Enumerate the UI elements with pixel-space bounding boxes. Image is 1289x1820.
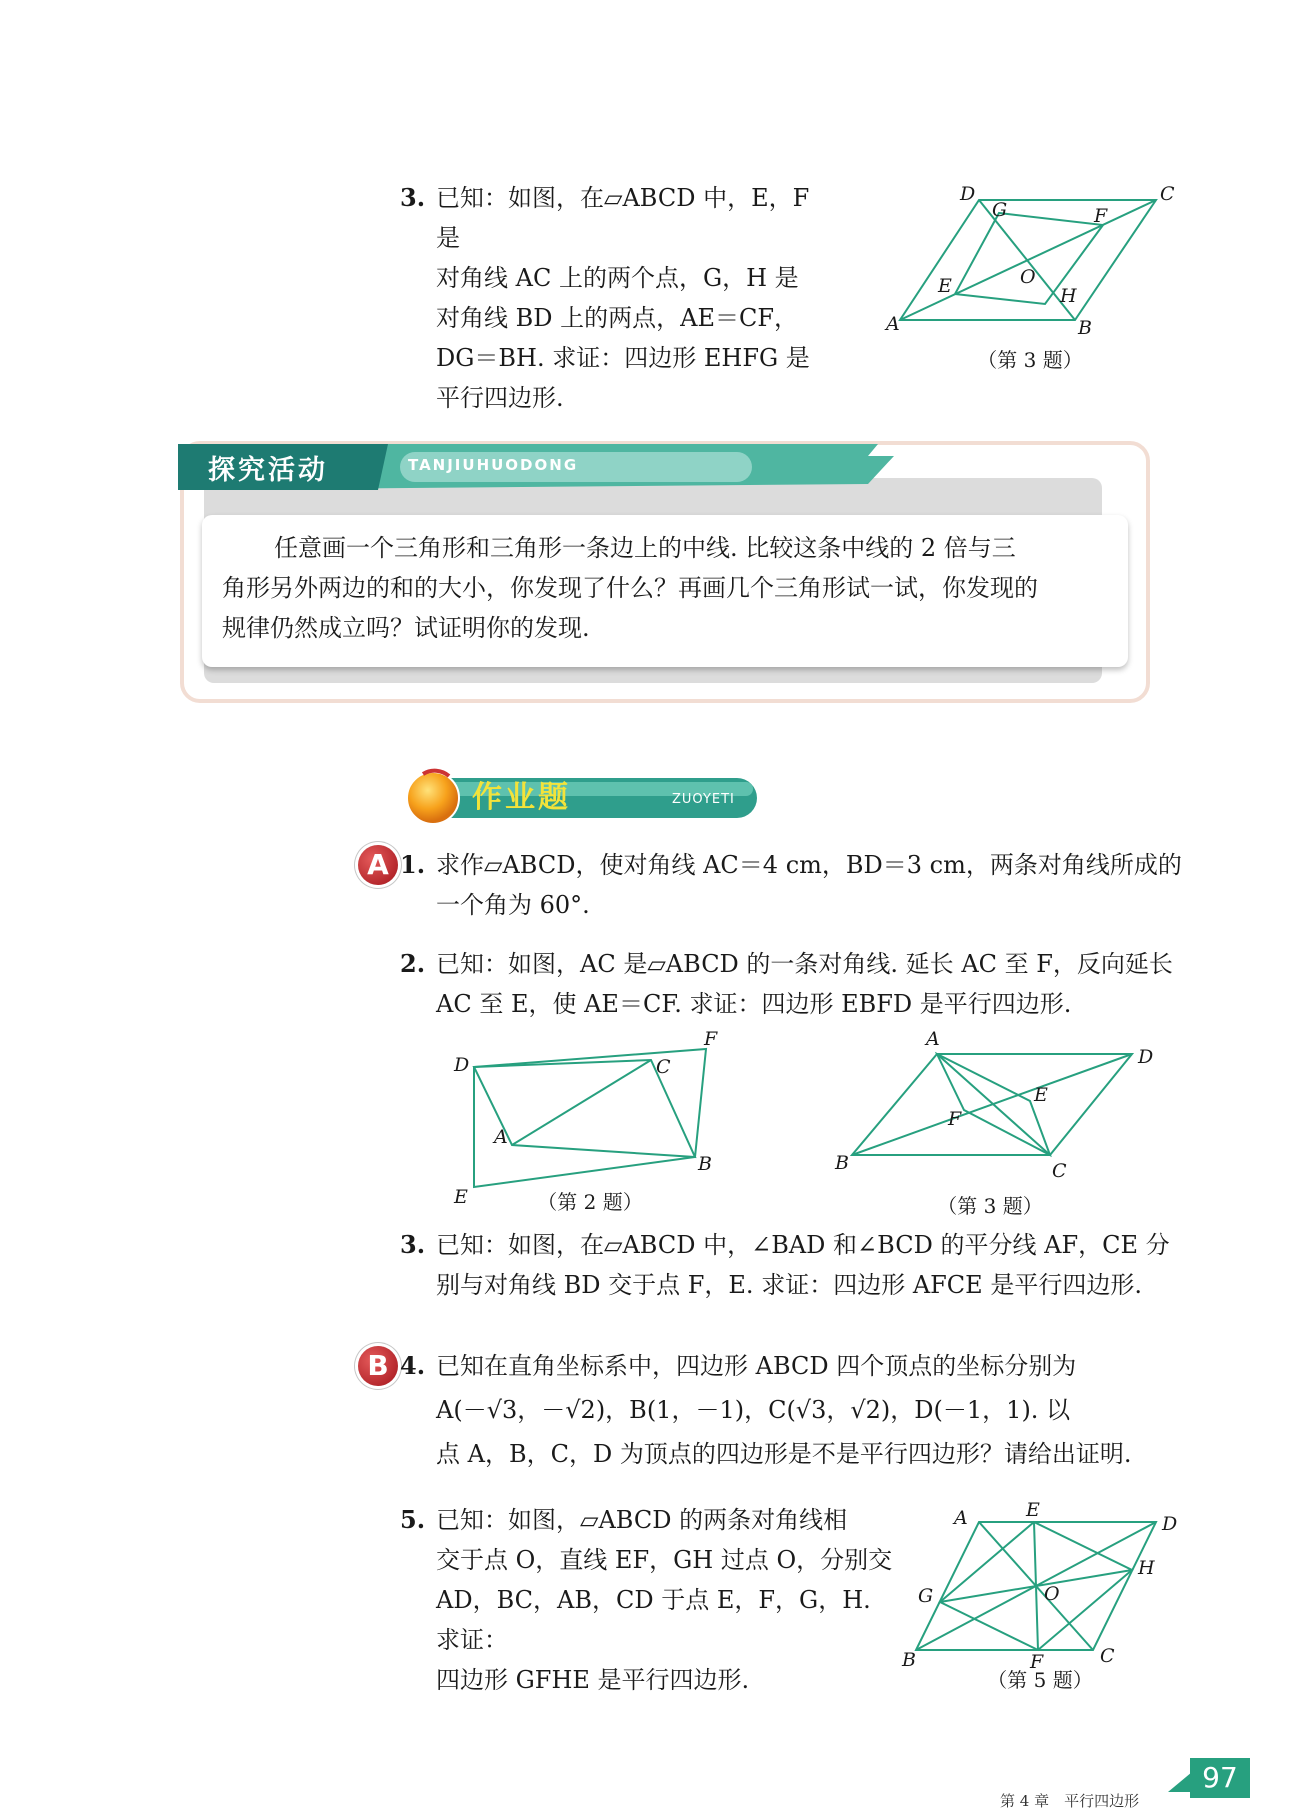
- homework-problem-5: [400, 1500, 900, 1700]
- problem-line: 别与对角线 BD 交于点 F，E. 求证：四边形 AFCE 是平行四边形.: [436, 1271, 1142, 1299]
- problem-line: DG＝BH. 求证：四边形 EHFG 是: [436, 344, 810, 372]
- label-d: D: [1162, 1513, 1178, 1535]
- label-a: A: [886, 313, 900, 335]
- problem-line: 已知：如图，在▱ABCD 中，∠BAD 和∠BCD 的平分线 AF，CE 分: [436, 1231, 1170, 1259]
- homework-problem-1: [400, 845, 1200, 925]
- problem-line: 平行四边形.: [436, 384, 564, 412]
- problem-line: 交于点 O，直线 EF，GH 过点 O，分别交: [436, 1546, 893, 1574]
- problem-line: 对角线 BD 上的两点，AE＝CF，: [436, 304, 799, 332]
- activity-line: 任意画一个三角形和三角形一条边上的中线. 比较这条中线的 2 倍与三: [274, 534, 1016, 562]
- problem-line: 已知：如图，▱ABCD 的两条对角线相: [436, 1506, 848, 1534]
- problem-line: 已知：如图，在▱ABCD 中，E，F 是: [436, 184, 810, 252]
- label-b: B: [698, 1153, 712, 1175]
- activity-line: 角形另外两边的和的大小，你发现了什么？再画几个三角形试一试，你发现的: [222, 574, 1038, 602]
- homework-subtitle: ZUOYETI: [672, 792, 735, 807]
- label-g: G: [992, 199, 1008, 221]
- label-b: B: [835, 1152, 849, 1174]
- problem-line: A(－√3，－√2)，B(1，－1)，C(√3，√2)，D(－1，1). 以: [436, 1396, 1071, 1424]
- label-o: O: [1020, 266, 1036, 288]
- footer-accent: [1168, 1770, 1192, 1794]
- activity-title: 探究活动: [208, 455, 328, 486]
- problem-line: AC 至 E，使 AE＝CF. 求证：四边形 EBFD 是平行四边形.: [436, 990, 1072, 1018]
- figure-top-problem-3: [880, 180, 1180, 350]
- problem-number: 2.: [400, 949, 426, 978]
- activity-subtitle: TANJIUHUODONG: [408, 456, 579, 474]
- label-c: C: [656, 1056, 671, 1078]
- figure-caption: （第 3 题）: [937, 1194, 1043, 1218]
- level-a-badge: A: [358, 845, 398, 885]
- label-d: D: [960, 183, 976, 205]
- problem-line: 已知：如图，AC 是▱ABCD 的一条对角线. 延长 AC 至 F，反向延长: [436, 950, 1173, 978]
- label-a: A: [926, 1028, 940, 1050]
- top-problem-3: [400, 178, 840, 418]
- label-g: G: [918, 1585, 934, 1607]
- problem-line: 对角线 AC 上的两个点，G，H 是: [436, 264, 799, 292]
- homework-problem-2: [400, 944, 1200, 1024]
- label-d: D: [454, 1054, 470, 1076]
- problem-line: 已知在直角坐标系中，四边形 ABCD 四个顶点的坐标分别为: [436, 1352, 1077, 1380]
- problem-number: 5.: [400, 1505, 426, 1534]
- label-e: E: [1034, 1084, 1048, 1106]
- label-e: E: [1026, 1499, 1040, 1521]
- label-h: H: [1060, 285, 1077, 307]
- label-f: F: [704, 1028, 718, 1050]
- label-e: E: [938, 275, 952, 297]
- label-o: O: [1044, 1583, 1060, 1605]
- label-h: H: [1138, 1557, 1155, 1579]
- problem-line: 四边形 GFHE 是平行四边形.: [436, 1666, 750, 1694]
- problem-number: 3.: [400, 1230, 426, 1259]
- page-number: 97: [1190, 1758, 1250, 1798]
- label-b: B: [1078, 317, 1092, 339]
- label-d: D: [1138, 1046, 1154, 1068]
- label-f: F: [1094, 205, 1108, 227]
- label-f: F: [948, 1108, 962, 1130]
- label-f: F: [1030, 1651, 1044, 1673]
- homework-problem-3: [400, 1225, 1200, 1305]
- label-a: A: [494, 1126, 508, 1148]
- problem-number: 1.: [400, 850, 426, 879]
- activity-line: 规律仍然成立吗？试证明你的发现.: [222, 614, 590, 642]
- footer-chapter: 第 4 章 平行四边形: [1000, 1792, 1140, 1810]
- figure-caption: （第 3 题）: [977, 348, 1083, 372]
- label-e: E: [454, 1186, 468, 1208]
- figure-homework-5: [900, 1499, 1190, 1682]
- figure-3-lines: [852, 1054, 1132, 1155]
- problem-line: 一个角为 60°.: [436, 891, 590, 919]
- label-b: B: [902, 1649, 916, 1671]
- figure-2-lines: [474, 1049, 706, 1187]
- label-c: C: [1052, 1160, 1067, 1182]
- label-a: A: [954, 1507, 968, 1529]
- figure-homework-3: [830, 1025, 1160, 1195]
- homework-problem-4: [400, 1346, 1200, 1474]
- figure-5-lines: [916, 1522, 1156, 1650]
- figure-caption: （第 2 题）: [537, 1190, 643, 1214]
- problem-line: 点 A，B，C，D 为顶点的四边形是不是平行四边形？请给出证明.: [436, 1440, 1132, 1468]
- activity-text: [222, 528, 1112, 648]
- problem-line: AD，BC，AB，CD 于点 E，F，G，H. 求证：: [436, 1586, 871, 1654]
- figure-caption: （第 5 题）: [987, 1668, 1093, 1692]
- label-c: C: [1160, 183, 1175, 205]
- problem-line: 求作▱ABCD，使对角线 AC＝4 cm，BD＝3 cm，两条对角线所成的: [436, 851, 1182, 879]
- problem-number: 3.: [400, 183, 426, 212]
- level-b-badge: B: [358, 1346, 398, 1386]
- homework-title: 作业题: [472, 780, 571, 815]
- parallelogram-abcd: [900, 200, 1156, 320]
- problem-number: 4.: [400, 1351, 426, 1380]
- label-c: C: [1100, 1645, 1115, 1667]
